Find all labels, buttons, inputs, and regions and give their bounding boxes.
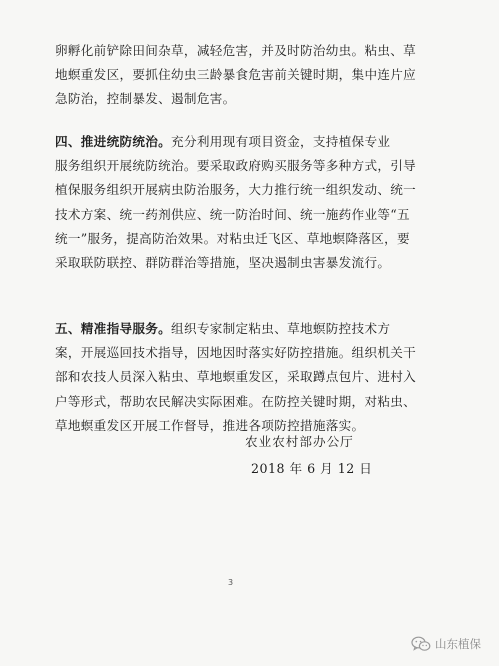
section-heading: 四、推进统防统治。 [55, 134, 172, 149]
paragraph-pest-control-intro [55, 39, 450, 112]
text-line: 户等形式，帮助农民解决实际困难。在防控关键时期，对粘虫、 [55, 393, 417, 409]
text-line: 急防治，控制暴发、遏制危害。 [55, 91, 236, 107]
wechat-icon [411, 636, 431, 652]
text-segment: 组织专家制定粘虫、草地螟防控技术方 [171, 321, 391, 336]
text-line: 植保服务组织开展病虫防治服务，大力推行统一组织发动、统一 [55, 182, 417, 198]
text-line [55, 317, 450, 341]
text-segment: 充分利用现有项目资金，支持植保专业 [171, 134, 391, 149]
text-line: 服务组织开展统防统治。要采取政府购买服务等多种方式，引导 [55, 158, 417, 174]
text-line: 卵孵化前铲除田间杂草，减轻危害，并及时防治幼虫。粘虫、草 [55, 43, 417, 58]
text-line [55, 130, 450, 154]
text-line: 技术方案、统一药剂供应、统一防治时间、统一施药作业等“五 [55, 206, 410, 222]
text-line: 地螟重发区，要抓住幼虫三龄暴食危害前关键时期，集中连片应 [55, 67, 417, 83]
paragraph-unified-prevention [55, 130, 450, 275]
paragraph-precise-guidance [55, 317, 450, 438]
watermark [411, 636, 481, 652]
issuing-office: 农业农村部办公厅 [245, 434, 354, 449]
page-number: 3 [228, 578, 234, 587]
text-line: 统一”服务，提高防治效果。对粘虫迁飞区、草地螟降落区，要 [55, 230, 410, 246]
watermark-text: 山东植保 [435, 637, 481, 651]
issue-date: 2018 年 6 月 12 日 [251, 461, 373, 476]
text-line: 案，开展巡回技术指导，因地因时落实好防控措施。组织机关干 [55, 345, 417, 361]
text-line: 草地螟重发区开展工作督导，推进各项防控措施落实。 [55, 417, 365, 433]
text-line: 部和农技人员深入粘虫、草地螟重发区，采取蹲点包片、进村入 [55, 369, 417, 385]
section-heading: 五、精准指导服务。 [55, 321, 172, 336]
text-line: 采取联防联控、群防群治等措施，坚决遏制虫害暴发流行。 [55, 255, 391, 271]
